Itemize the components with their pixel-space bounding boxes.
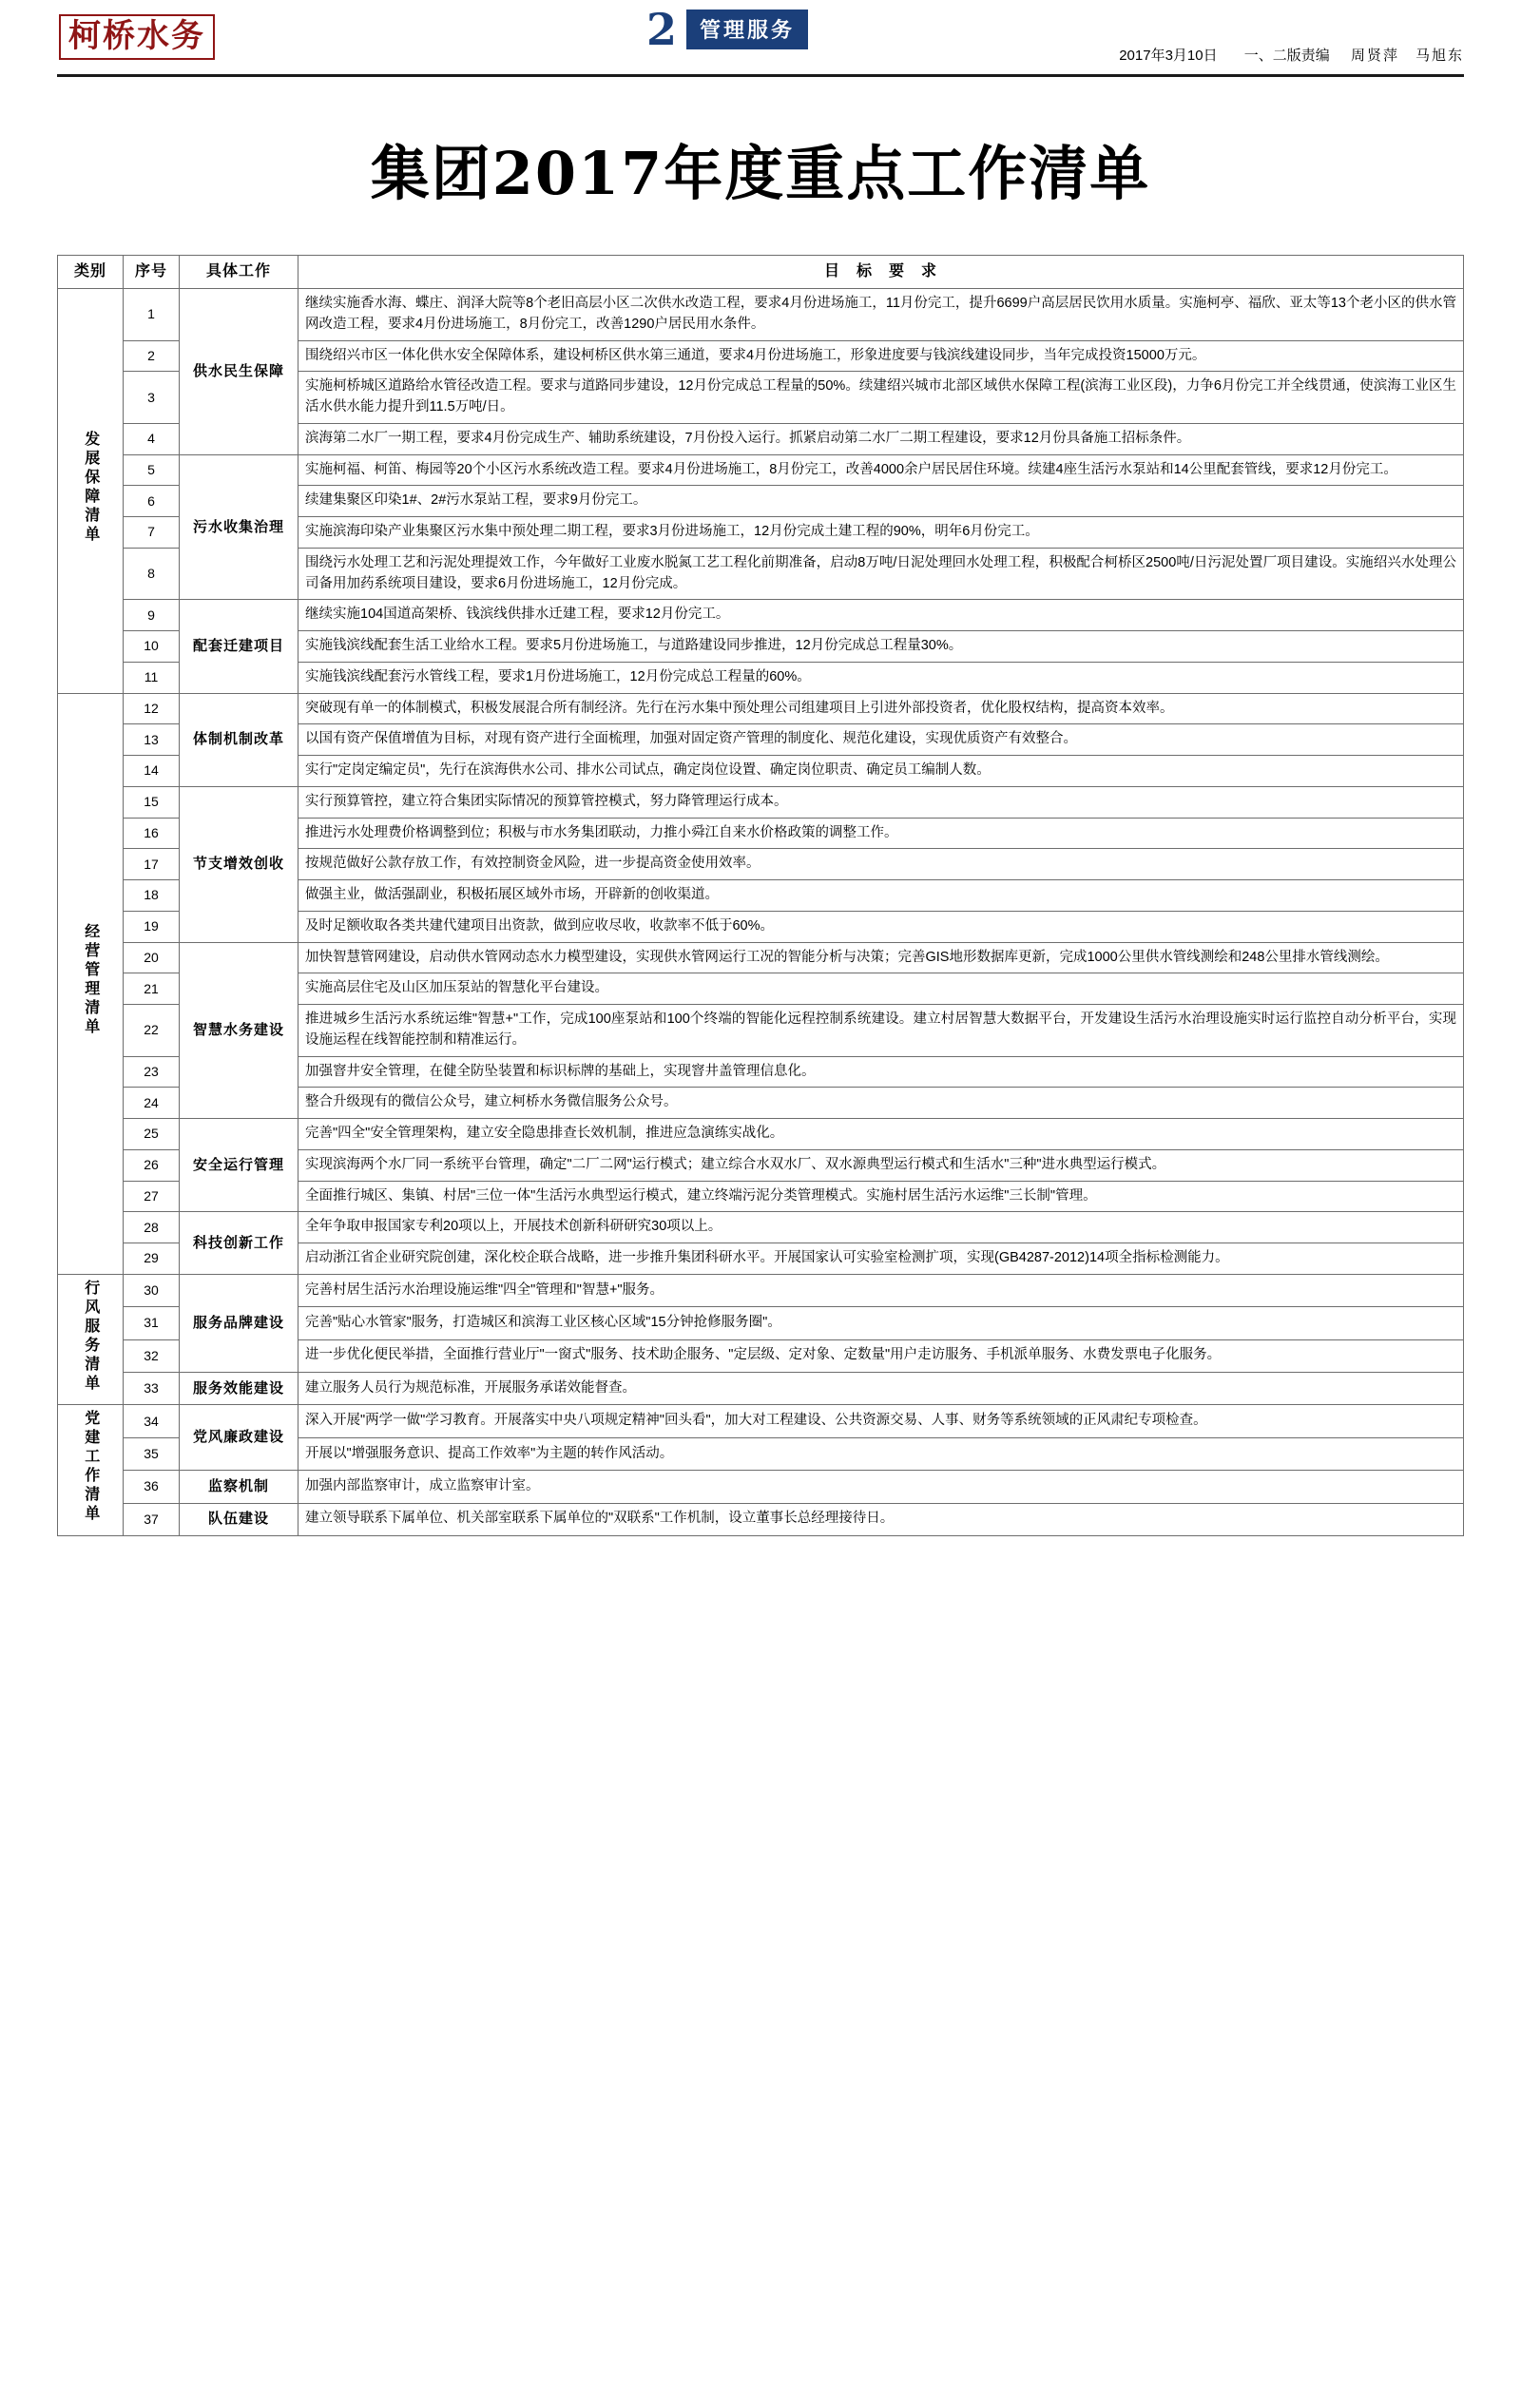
goal-cell: 启动浙江省企业研究院创建，深化校企联合战略，进一步推升集团科研水平。开展国家认可实验室检测扩项，实现(GB4287-2012)14项全指标检测能力。 bbox=[298, 1243, 1464, 1275]
goal-cell: 实施高层住宅及山区加压泵站的智慧化平台建设。 bbox=[298, 973, 1464, 1005]
row-number: 35 bbox=[124, 1437, 180, 1470]
work-item-cell: 队伍建设 bbox=[180, 1503, 298, 1535]
work-item-cell: 安全运行管理 bbox=[180, 1119, 298, 1212]
row-number: 16 bbox=[124, 818, 180, 849]
row-number: 9 bbox=[124, 600, 180, 631]
row-number: 7 bbox=[124, 517, 180, 549]
work-item-cell: 服务效能建设 bbox=[180, 1372, 298, 1404]
row-number: 37 bbox=[124, 1503, 180, 1535]
category-label: 党建工作清单 bbox=[82, 1410, 99, 1525]
publication-logo: 柯桥水务 bbox=[59, 14, 215, 59]
row-number: 8 bbox=[124, 548, 180, 600]
goal-cell: 做强主业，做活强副业，积极拓展区域外市场，开辟新的创收渠道。 bbox=[298, 880, 1464, 912]
category-cell bbox=[58, 289, 124, 694]
goal-cell: 进一步优化便民举措，全面推行营业厅"一窗式"服务、技术助企服务、"定层级、定对象、定数量"用户走访服务、手机派单服务、水费发票电子化服务。 bbox=[298, 1339, 1464, 1372]
row-number: 29 bbox=[124, 1243, 180, 1275]
work-item-cell: 服务品牌建设 bbox=[180, 1274, 298, 1372]
goal-cell: 继续实施104国道高架桥、钱滨线供排水迁建工程，要求12月份完工。 bbox=[298, 600, 1464, 631]
row-number: 24 bbox=[124, 1088, 180, 1119]
goal-cell: 围绕污水处理工艺和污泥处理提效工作，今年做好工业废水脱氮工艺工程化前期准备，启动8万吨/日泥处理回水处理工程，积极配合柯桥区2500吨/日污泥处置厂项目建设。实施绍兴水处理公司备用加药系统项目建设，要求6月份进场施工，12月份完成。 bbox=[298, 548, 1464, 600]
row-number: 36 bbox=[124, 1471, 180, 1503]
goal-cell: 完善"贴心水管家"服务，打造城区和滨海工业区核心区域"15分钟抢修服务圈"。 bbox=[298, 1307, 1464, 1339]
goal-cell: 建立领导联系下属单位、机关部室联系下属单位的"双联系"工作机制，设立董事长总经理接待日。 bbox=[298, 1503, 1464, 1535]
goal-cell: 及时足额收取各类共建代建项目出资款，做到应收尽收，收款率不低于60%。 bbox=[298, 911, 1464, 942]
section-tag: 管理服务 bbox=[686, 10, 808, 49]
header-no: 序号 bbox=[124, 256, 180, 289]
row-number: 3 bbox=[124, 372, 180, 424]
goal-cell: 推进城乡生活污水系统运维"智慧+"工作，完成100座泵站和100个终端的智能化远程控制系统建设。建立村居智慧大数据平台，开发建设生活污水治理设施实时运行监控自动分析平台，实现设施运程在线智能控制和精准运行。 bbox=[298, 1005, 1464, 1057]
row-number: 2 bbox=[124, 340, 180, 372]
header-category: 类别 bbox=[58, 256, 124, 289]
table-row bbox=[58, 1405, 1464, 1437]
row-number: 22 bbox=[124, 1005, 180, 1057]
work-item-cell: 节支增效创收 bbox=[180, 786, 298, 942]
category-cell bbox=[58, 693, 124, 1274]
row-number: 14 bbox=[124, 756, 180, 787]
table-row bbox=[58, 1503, 1464, 1535]
goal-cell: 实施滨海印染产业集聚区污水集中预处理二期工程，要求3月份进场施工，12月份完成土建工程的90%，明年6月份完工。 bbox=[298, 517, 1464, 549]
page-number: 2 bbox=[646, 4, 678, 55]
table-row bbox=[58, 693, 1464, 724]
row-number: 5 bbox=[124, 454, 180, 486]
goal-cell: 深入开展"两学一做"学习教育。开展落实中央八项规定精神"回头看"，加大对工程建设、公共资源交易、人事、财务等系统领域的正风肃纪专项检查。 bbox=[298, 1405, 1464, 1437]
table-row bbox=[58, 1119, 1464, 1150]
goal-cell: 继续实施香水海、蝶庄、润泽大院等8个老旧高层小区二次供水改造工程，要求4月份进场施工，11月份完工，提升6699户高层居民饮用水质量。实施柯亭、福欣、亚太等13个老小区的供水管网改造工程，要求4月份进场施工，8月份完工，改善1290户居民用水条件。 bbox=[298, 289, 1464, 341]
goal-cell: 按规范做好公款存放工作，有效控制资金风险，进一步提高资金使用效率。 bbox=[298, 849, 1464, 880]
page-title: 集团2017年度重点工作清单 bbox=[370, 139, 1151, 208]
publication-date: 2017年3月10日 bbox=[1119, 48, 1218, 64]
goal-cell: 续建集聚区印染1#、2#污水泵站工程，要求9月份完工。 bbox=[298, 486, 1464, 517]
masthead-center bbox=[646, 4, 808, 55]
goal-cell: 实现滨海两个水厂同一系统平台管理，确定"二厂二网"运行模式；建立综合水双水厂、双水源典型运行模式和生活水"三种"进水典型运行模式。 bbox=[298, 1149, 1464, 1181]
table-row bbox=[58, 454, 1464, 486]
work-item-cell: 党风廉政建设 bbox=[180, 1405, 298, 1471]
goal-cell: 加快智慧管网建设，启动供水管网动态水力模型建设，实现供水管网运行工况的智能分析与决策；完善GIS地形数据库更新，完成1000公里供水管线测绘和248公里排水管线测绘。 bbox=[298, 942, 1464, 973]
editor-names: 周贤萍 马旭东 bbox=[1350, 48, 1464, 64]
work-item-cell: 配套迁建项目 bbox=[180, 600, 298, 693]
row-number: 13 bbox=[124, 724, 180, 756]
goal-cell: 整合升级现有的微信公众号，建立柯桥水务微信服务公众号。 bbox=[298, 1088, 1464, 1119]
goal-cell: 全面推行城区、集镇、村居"三位一体"生活污水典型运行模式，建立终端污泥分类管理模式。实施村居生活污水运维"三长制"管理。 bbox=[298, 1181, 1464, 1212]
work-item-cell: 供水民生保障 bbox=[180, 289, 298, 455]
row-number: 11 bbox=[124, 662, 180, 693]
work-item-cell: 智慧水务建设 bbox=[180, 942, 298, 1119]
row-number: 30 bbox=[124, 1274, 180, 1306]
work-item-cell: 科技创新工作 bbox=[180, 1212, 298, 1275]
goal-cell: 建立服务人员行为规范标准，开展服务承诺效能督查。 bbox=[298, 1372, 1464, 1404]
row-number: 32 bbox=[124, 1339, 180, 1372]
row-number: 20 bbox=[124, 942, 180, 973]
row-number: 23 bbox=[124, 1056, 180, 1088]
goal-cell: 以国有资产保值增值为目标，对现有资产进行全面梳理，加强对固定资产管理的制度化、规范化建设，实现优质资产有效整合。 bbox=[298, 724, 1464, 756]
goal-cell: 突破现有单一的体制模式，积极发展混合所有制经济。先行在污水集中预处理公司组建项目上引进外部投资者，优化股权结构，提高资本效率。 bbox=[298, 693, 1464, 724]
goal-cell: 完善"四全"安全管理架构，建立安全隐患排查长效机制，推进应急演练实战化。 bbox=[298, 1119, 1464, 1150]
goal-cell: 滨海第二水厂一期工程，要求4月份完成生产、辅助系统建设，7月份投入运行。抓紧启动第二水厂二期工程建设，要求12月份具备施工招标条件。 bbox=[298, 423, 1464, 454]
work-item-cell: 体制机制改革 bbox=[180, 693, 298, 786]
work-item-cell: 污水收集治理 bbox=[180, 454, 298, 600]
table-row bbox=[58, 1471, 1464, 1503]
goal-cell: 开展以"增强服务意识、提高工作效率"为主题的转作风活动。 bbox=[298, 1437, 1464, 1470]
masthead bbox=[57, 0, 1464, 77]
goal-cell: 加强窨井安全管理，在健全防坠装置和标识标牌的基础上，实现窨井盖管理信息化。 bbox=[298, 1056, 1464, 1088]
table-row bbox=[58, 600, 1464, 631]
table-row bbox=[58, 1212, 1464, 1243]
goal-cell: 实施钱滨线配套污水管线工程，要求1月份进场施工，12月份完成总工程量的60%。 bbox=[298, 662, 1464, 693]
row-number: 31 bbox=[124, 1307, 180, 1339]
row-number: 1 bbox=[124, 289, 180, 341]
header-goal: 目 标 要 求 bbox=[298, 256, 1464, 289]
goal-cell: 实施柯桥城区道路给水管径改造工程。要求与道路同步建设，12月份完成总工程量的50%。续建绍兴城市北部区域供水保障工程(滨海工业区段)，力争6月份完工并全线贯通，使滨海工业区生活水供水能力提升到11.5万吨/日。 bbox=[298, 372, 1464, 424]
category-label: 行风服务清单 bbox=[82, 1279, 99, 1394]
row-number: 34 bbox=[124, 1405, 180, 1437]
row-number: 19 bbox=[124, 911, 180, 942]
table-row bbox=[58, 1274, 1464, 1306]
work-item-cell: 监察机制 bbox=[180, 1471, 298, 1503]
table-row bbox=[58, 1372, 1464, 1404]
category-label: 发展保障清单 bbox=[82, 430, 99, 545]
table-row bbox=[58, 289, 1464, 341]
row-number: 25 bbox=[124, 1119, 180, 1150]
table-body bbox=[58, 289, 1464, 1536]
row-number: 10 bbox=[124, 631, 180, 663]
table-row bbox=[58, 786, 1464, 818]
row-number: 17 bbox=[124, 849, 180, 880]
table-row bbox=[58, 942, 1464, 973]
goal-cell: 加强内部监察审计，成立监察审计室。 bbox=[298, 1471, 1464, 1503]
work-list-table bbox=[57, 255, 1464, 1536]
header-item: 具体工作 bbox=[180, 256, 298, 289]
goal-cell: 实施钱滨线配套生活工业给水工程。要求5月份进场施工，与道路建设同步推进，12月份完成总工程量30%。 bbox=[298, 631, 1464, 663]
table-header-row bbox=[58, 256, 1464, 289]
goal-cell: 围绕绍兴市区一体化供水安全保障体系，建设柯桥区供水第三通道，要求4月份进场施工，形象进度要与钱滨线建设同步，当年完成投资15000万元。 bbox=[298, 340, 1464, 372]
goal-cell: 实施柯福、柯笛、梅园等20个小区污水系统改造工程。要求4月份进场施工，8月份完工，改善4000余户居民居住环境。续建4座生活污水泵站和14公里配套管线，要求12月份完工。 bbox=[298, 454, 1464, 486]
row-number: 15 bbox=[124, 786, 180, 818]
row-number: 26 bbox=[124, 1149, 180, 1181]
row-number: 6 bbox=[124, 486, 180, 517]
row-number: 33 bbox=[124, 1372, 180, 1404]
row-number: 21 bbox=[124, 973, 180, 1005]
goal-cell: 完善村居生活污水治理设施运维"四全"管理和"智慧+"服务。 bbox=[298, 1274, 1464, 1306]
goal-cell: 推进污水处理费价格调整到位；积极与市水务集团联动，力推小舜江自来水价格政策的调整工作。 bbox=[298, 818, 1464, 849]
goal-cell: 实行"定岗定编定员"，先行在滨海供水公司、排水公司试点，确定岗位设置、确定岗位职责、确定员工编制人数。 bbox=[298, 756, 1464, 787]
table-header bbox=[58, 256, 1464, 289]
category-cell bbox=[58, 1405, 124, 1536]
row-number: 18 bbox=[124, 880, 180, 912]
row-number: 4 bbox=[124, 423, 180, 454]
category-label: 经营管理清单 bbox=[82, 923, 99, 1038]
row-number: 28 bbox=[124, 1212, 180, 1243]
row-number: 27 bbox=[124, 1181, 180, 1212]
goal-cell: 实行预算管控，建立符合集团实际情况的预算管控模式，努力降管理运行成本。 bbox=[298, 786, 1464, 818]
editors-label: 一、二版责编 bbox=[1243, 48, 1330, 64]
goal-cell: 全年争取申报国家专利20项以上，开展技术创新科研研究30项以上。 bbox=[298, 1212, 1464, 1243]
category-cell bbox=[58, 1274, 124, 1405]
masthead-meta bbox=[1119, 45, 1464, 65]
row-number: 12 bbox=[124, 693, 180, 724]
